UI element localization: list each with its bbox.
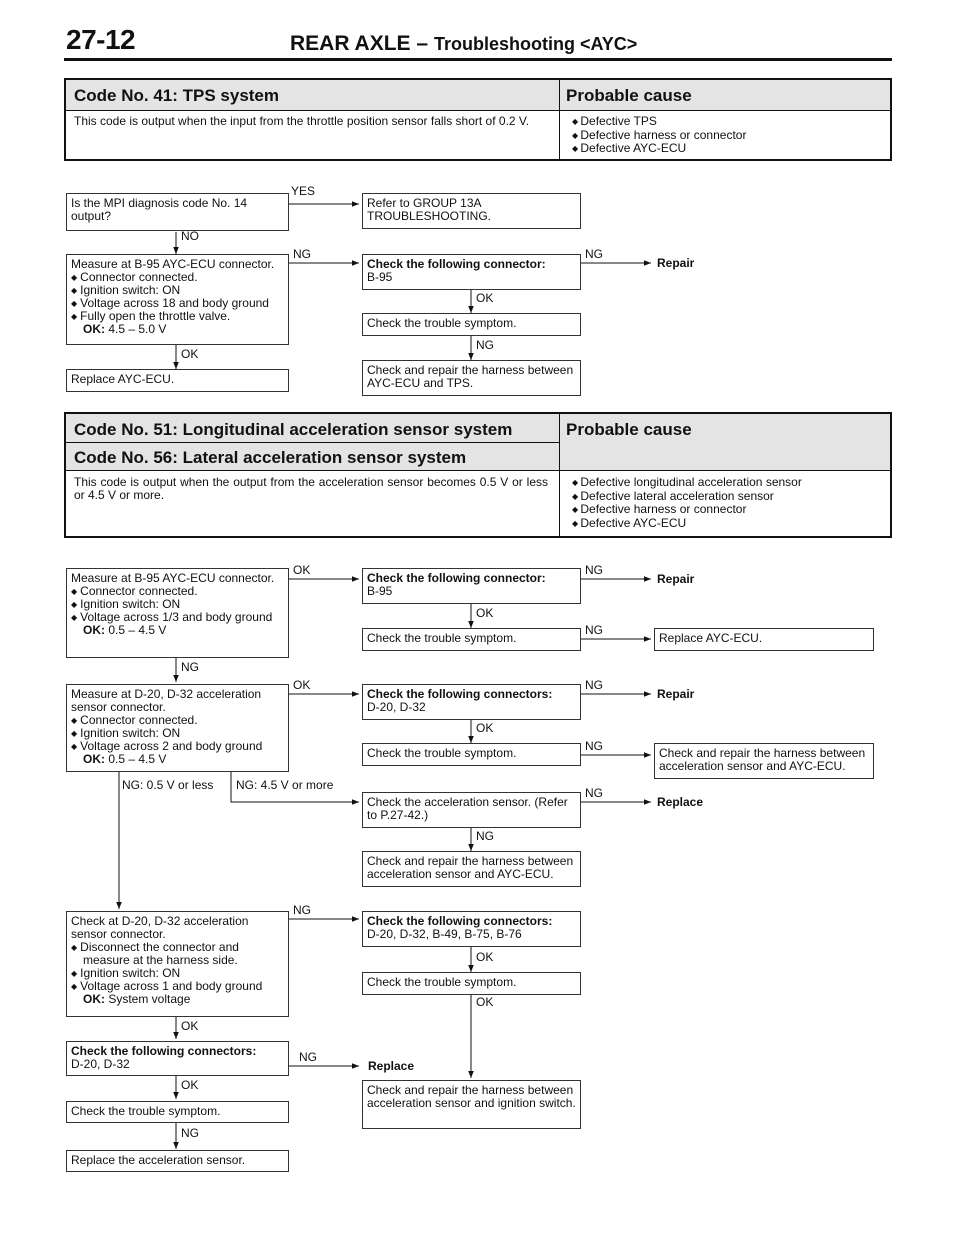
flow-box-check-connector bbox=[362, 568, 581, 604]
repair-text: Repair bbox=[657, 572, 695, 586]
page-number: 27-12 bbox=[66, 24, 136, 55]
flow-box-check-connectors bbox=[66, 1041, 289, 1076]
code56-title: Code No. 56: Lateral acceleration sensor system bbox=[74, 448, 467, 467]
step-item: ◆ Voltage across 1/3 and body ground bbox=[71, 611, 284, 624]
flow-box-trouble-symptom bbox=[362, 628, 581, 651]
cause-item: ◆ Defective AYC-ECU bbox=[572, 142, 746, 156]
box-detail: D-20, D-32 bbox=[367, 700, 426, 714]
ok-spec bbox=[71, 323, 284, 336]
box-detail: B-95 bbox=[367, 584, 393, 598]
code41-description: This code is output when the input from the throttle position sensor falls short of 0.2 V. bbox=[74, 114, 530, 128]
branch-label-no: NO bbox=[181, 229, 199, 243]
step-item: ◆ Ignition switch: ON bbox=[71, 598, 284, 611]
flow-box-harness-sensor-ecu bbox=[362, 851, 581, 887]
box-text: Is the MPI diagnosis code No. 14 output? bbox=[71, 196, 248, 223]
step-item: ◆ Ignition switch: ON bbox=[71, 967, 284, 980]
code41-cause-header: Probable cause bbox=[566, 86, 692, 105]
branch-label-ng: NG bbox=[585, 786, 603, 800]
branch-label-ng: NG bbox=[293, 903, 311, 917]
box-text: Replace AYC-ECU. bbox=[659, 631, 763, 645]
ok-spec bbox=[71, 993, 284, 1006]
branch-label-ng: NG bbox=[293, 247, 311, 261]
box-title: Check the following connector: bbox=[367, 257, 546, 271]
branch-label-ok: OK bbox=[293, 563, 311, 577]
branch-label-ok: OK bbox=[476, 606, 494, 620]
section-subtitle: Troubleshooting <AYC> bbox=[433, 34, 638, 54]
box-title: Measure at B-95 AYC-ECU connector. bbox=[71, 571, 275, 585]
box-text: Check and repair the harness between acceleration sensor and AYC-ECU. bbox=[659, 746, 866, 773]
flow-box-harness-sensor-ecu bbox=[654, 743, 874, 779]
step-list bbox=[71, 271, 284, 323]
branch-label-ok: OK bbox=[181, 347, 199, 361]
step-item: ◆ Voltage across 18 and body ground bbox=[71, 297, 284, 310]
branch-label-ng: NG bbox=[585, 739, 603, 753]
branch-label-ok: OK bbox=[181, 1019, 199, 1033]
repair-text: Repair bbox=[657, 256, 695, 270]
flow-box-replace-ecu bbox=[66, 369, 289, 392]
step-item: ◆ Fully open the throttle valve. bbox=[71, 310, 284, 323]
box-text: Check the trouble symptom. bbox=[367, 316, 517, 330]
step-list bbox=[71, 585, 284, 624]
flow-box-refer-13a bbox=[362, 193, 581, 229]
box-title: Check the following connectors: bbox=[367, 914, 553, 928]
step-item: ◆ Ignition switch: ON bbox=[71, 284, 284, 297]
replace-text: Replace bbox=[368, 1059, 415, 1073]
box-title: Check at D-20, D-32 acceleration sensor connector. bbox=[71, 914, 249, 941]
branch-label-ok: OK bbox=[476, 291, 494, 305]
branch-label-ng: NG bbox=[181, 1126, 199, 1140]
branch-label-ng: NG bbox=[181, 660, 199, 674]
step-list bbox=[71, 714, 284, 753]
branch-label-ok: OK bbox=[476, 721, 494, 735]
branch-label-ng: NG bbox=[476, 829, 494, 843]
flow-box-trouble-symptom bbox=[362, 972, 581, 995]
cause-item: ◆ Defective AYC-ECU bbox=[572, 517, 802, 531]
flow-box-measure-b95 bbox=[66, 568, 289, 658]
branch-label-yes: YES bbox=[291, 184, 316, 198]
step-list bbox=[71, 941, 284, 993]
ok-label: OK: bbox=[83, 322, 105, 336]
box-text: Check the trouble symptom. bbox=[367, 631, 517, 645]
cause-item: ◆ Defective lateral acceleration sensor bbox=[572, 490, 802, 504]
step-item: ◆ Voltage across 2 and body ground bbox=[71, 740, 284, 753]
flow-box-harness-ignition bbox=[362, 1080, 581, 1129]
flow-box-measure-b95 bbox=[66, 254, 289, 345]
branch-label-ng: NG bbox=[476, 338, 494, 352]
branch-label-ok: OK bbox=[181, 1078, 199, 1092]
flow-box-check-connector bbox=[362, 254, 581, 290]
step-item: ◆ Connector connected. bbox=[71, 714, 284, 727]
flow-box-trouble-symptom bbox=[362, 743, 581, 766]
box-text: Check the trouble symptom. bbox=[367, 975, 517, 989]
branch-label-ng-low: NG: 0.5 V or less bbox=[122, 778, 214, 792]
flow-box-trouble-symptom bbox=[66, 1101, 289, 1123]
box-text: Check the trouble symptom. bbox=[367, 746, 517, 760]
section-title: REAR AXLE bbox=[290, 32, 411, 55]
step-item: ◆ Disconnect the connector and measure at the harness side. bbox=[71, 941, 284, 967]
cause-item: ◆ Defective harness or connector bbox=[572, 503, 802, 517]
flow-box-check-sensor bbox=[362, 792, 581, 828]
code51-description: This code is output when the output from the acceleration sensor becomes 0.5 V or less or 4.5 V or more. bbox=[74, 475, 548, 502]
box-text: Check the acceleration sensor. (Refer to P.27-42.) bbox=[367, 795, 568, 822]
repair-text: Repair bbox=[657, 687, 695, 701]
replace-text: Replace bbox=[657, 795, 704, 809]
box-title: Measure at D-20, D-32 acceleration sensor connector. bbox=[71, 687, 262, 714]
box-detail: D-20, D-32 bbox=[71, 1057, 130, 1071]
ok-label: OK: bbox=[83, 623, 105, 637]
flow-box-replace-ecu bbox=[654, 628, 874, 651]
ok-value: 4.5 – 5.0 V bbox=[108, 322, 167, 336]
ok-label: OK: bbox=[83, 992, 105, 1006]
flow-box-check-connectors bbox=[362, 911, 581, 947]
branch-label-ok: OK bbox=[476, 995, 494, 1009]
box-text: Check the trouble symptom. bbox=[71, 1104, 221, 1118]
box-title: Check the following connectors: bbox=[71, 1044, 257, 1058]
box-text: Replace the acceleration sensor. bbox=[71, 1153, 246, 1167]
flow-box-measure-sensor bbox=[66, 684, 289, 772]
box-title: Check the following connectors: bbox=[367, 687, 553, 701]
cause-item: ◆ Defective TPS bbox=[572, 115, 746, 129]
ok-value: 0.5 – 4.5 V bbox=[108, 623, 167, 637]
branch-label-ok: OK bbox=[476, 950, 494, 964]
flow-box-check-connectors bbox=[362, 684, 581, 720]
cause-item: ◆ Defective harness or connector bbox=[572, 129, 746, 143]
ok-value: System voltage bbox=[108, 992, 191, 1006]
branch-label-ok: OK bbox=[293, 678, 311, 692]
flow-box-check-harness-side bbox=[66, 911, 289, 1017]
step-item: ◆ Connector connected. bbox=[71, 585, 284, 598]
branch-label-ng: NG bbox=[299, 1050, 317, 1064]
flow-box-mpi-question bbox=[66, 193, 289, 231]
ok-label: OK: bbox=[83, 752, 105, 766]
branch-label-ng: NG bbox=[585, 563, 603, 577]
ok-spec bbox=[71, 624, 284, 637]
box-title: Measure at B-95 AYC-ECU connector. bbox=[71, 257, 275, 271]
box-text: Refer to GROUP 13A TROUBLESHOOTING. bbox=[367, 196, 492, 223]
ok-spec bbox=[71, 753, 284, 766]
flow-box-replace-sensor bbox=[66, 1150, 289, 1172]
branch-label-ng: NG bbox=[585, 247, 603, 261]
code51-cause-header: Probable cause bbox=[566, 420, 692, 439]
branch-label-ng: NG bbox=[585, 623, 603, 637]
box-text: Check and repair the harness between AYC-ECU and TPS. bbox=[367, 363, 574, 390]
step-item: ◆ Ignition switch: ON bbox=[71, 727, 284, 740]
cause-item: ◆ Defective longitudinal acceleration sensor bbox=[572, 476, 802, 490]
code51-title: Code No. 51: Longitudinal acceleration sensor system bbox=[74, 420, 513, 439]
code41-title: Code No. 41: TPS system bbox=[74, 86, 280, 105]
box-detail: D-20, D-32, B-49, B-75, B-76 bbox=[367, 927, 522, 941]
flow-box-harness-tps bbox=[362, 360, 581, 396]
branch-label-ng: NG bbox=[585, 678, 603, 692]
box-text: Check and repair the harness between acceleration sensor and ignition switch. bbox=[367, 1083, 576, 1110]
step-item: ◆ Voltage across 1 and body ground bbox=[71, 980, 284, 993]
flow-box-trouble-symptom bbox=[362, 313, 581, 336]
branch-label-ng-high: NG: 4.5 V or more bbox=[236, 778, 334, 792]
box-text: Replace AYC-ECU. bbox=[71, 372, 175, 386]
box-detail: B-95 bbox=[367, 270, 393, 284]
step-item: ◆ Connector connected. bbox=[71, 271, 284, 284]
title-dash: – bbox=[416, 32, 429, 55]
ok-value: 0.5 – 4.5 V bbox=[108, 752, 167, 766]
box-text: Check and repair the harness between acceleration sensor and AYC-ECU. bbox=[367, 854, 574, 881]
box-title: Check the following connector: bbox=[367, 571, 546, 585]
